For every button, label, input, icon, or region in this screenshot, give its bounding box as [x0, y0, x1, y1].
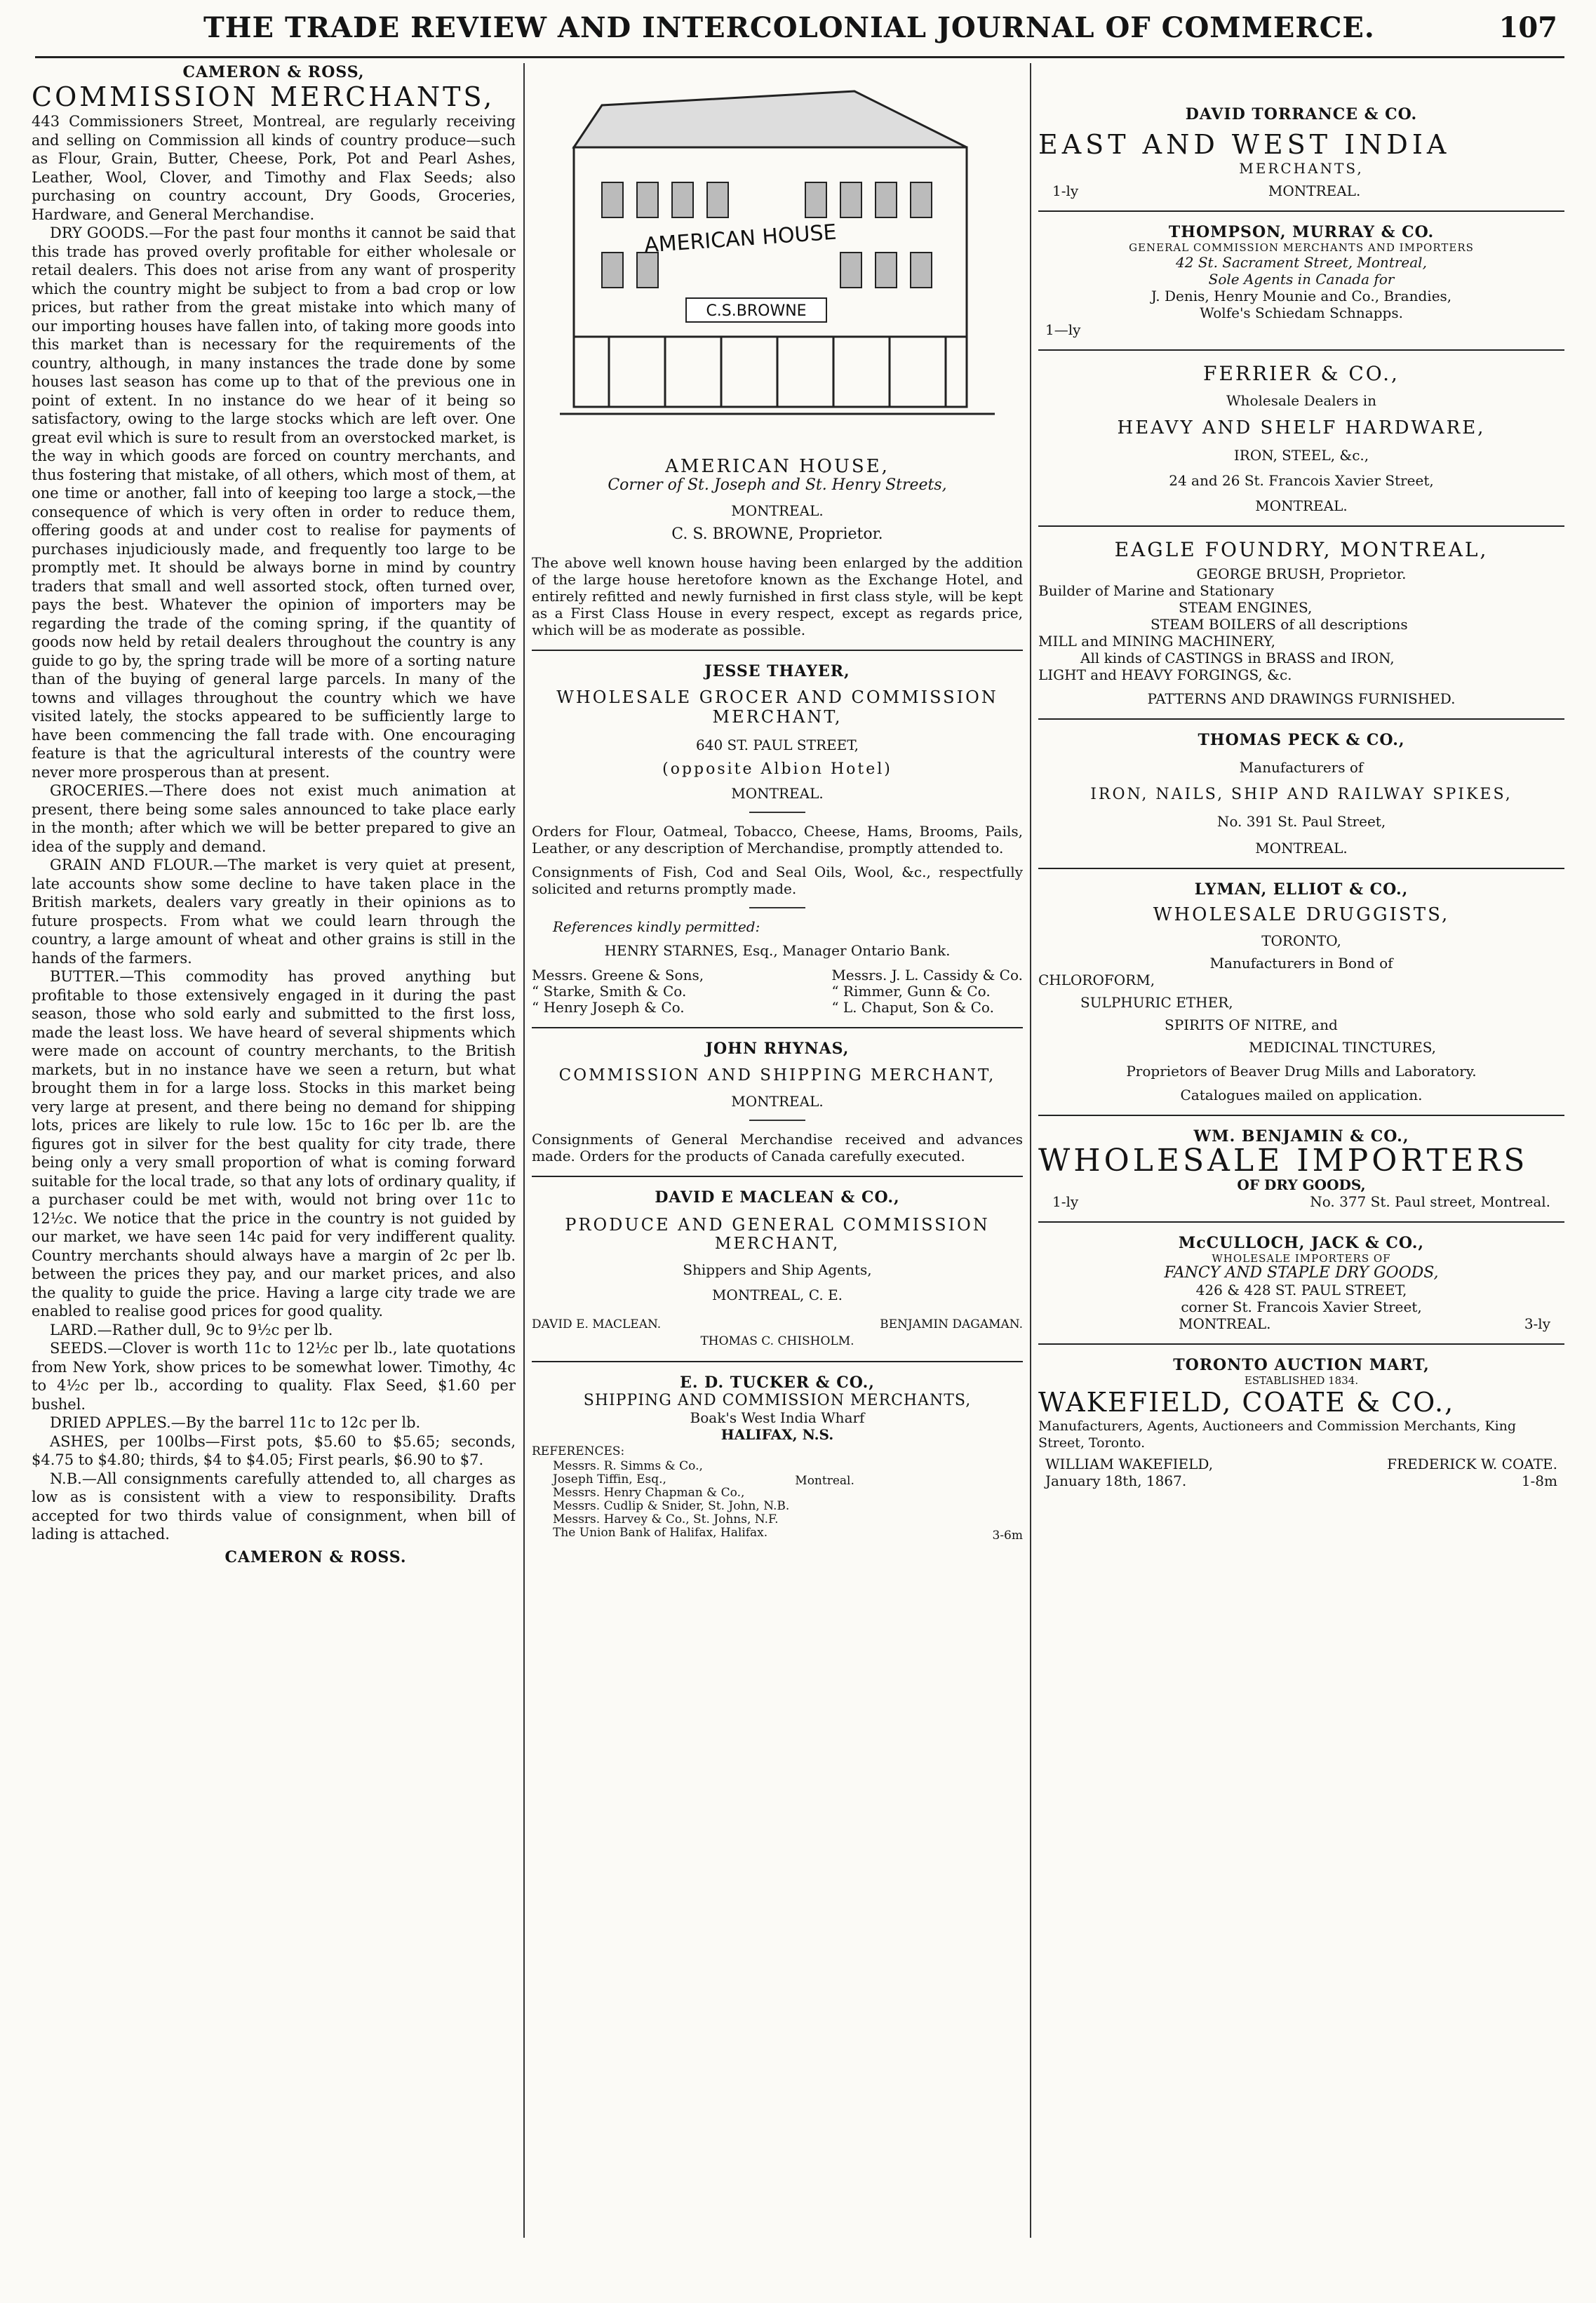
market-report — [32, 112, 516, 1544]
eagle-line: STEAM ENGINES, — [1179, 599, 1313, 616]
firm-name: LYMAN, ELLIOT & CO., — [1194, 880, 1409, 899]
report-paragraph: GRAIN AND FLOUR.—The market is very quiet at present, late accounts show some decline to have taken place in the British markets, dealers vary greatly in their opinions as to future prospects. From what we could learn through the country, a large amount of wheat and other grains is still in the hands of the farmers. — [32, 857, 516, 967]
insertion-code: 1-ly — [1052, 182, 1079, 199]
firm-line: SHIPPING AND COMMISSION MERCHANTS, — [583, 1392, 972, 1409]
reference: Joseph Tiffin, Esq., — [553, 1472, 666, 1486]
eagle-line: MILL and MINING MACHINERY, — [1038, 633, 1275, 650]
firm-line: Manufacturers in Bond of — [1209, 955, 1393, 972]
references-right — [831, 967, 1023, 1016]
ad-headline: WAKEFIELD, COATE & CO., — [1038, 1387, 1455, 1418]
column-three — [1038, 63, 1564, 2245]
firm-line: MERCHANT, — [712, 707, 843, 727]
firm-address: 24 and 26 St. Francois Xavier Street, — [1169, 472, 1434, 489]
firm-name: THOMPSON, MURRAY & CO. — [1168, 223, 1435, 241]
firm-street: 640 ST. PAUL STREET, — [696, 737, 859, 753]
divider — [1038, 210, 1564, 212]
firm-brands: Wolfe's Schiedam Schnapps. — [1200, 304, 1403, 321]
ad-footer — [1038, 1315, 1564, 1332]
ref-main: HENRY STARNES, Esq., Manager Ontario Bank. — [604, 942, 951, 959]
eagle-line: All kinds of CASTINGS in BRASS and IRON, — [1080, 650, 1395, 666]
firm-city: MONTREAL, C. E. — [711, 1287, 843, 1303]
insertion-code: 1—ly — [1045, 321, 1081, 338]
firm-line: COMMISSION AND SHIPPING MERCHANT, — [558, 1066, 996, 1085]
firm-text: Manufacturers, Agents, Auctioneers and Commission Merchants, King Street, Toronto. — [1038, 1418, 1517, 1451]
firm-established: ESTABLISHED 1834. — [1244, 1374, 1359, 1387]
product: MEDICINAL TINCTURES, — [1249, 1039, 1437, 1056]
hotel-address: Corner of St. Joseph and St. Henry Streets, — [608, 476, 947, 494]
firm-name: JESSE THAYER, — [704, 662, 850, 680]
firm-city: MONTREAL. — [731, 785, 824, 802]
ad-headline: WHOLESALE IMPORTERS — [1038, 1143, 1529, 1179]
firm-city: MONTREAL. — [1268, 182, 1361, 199]
ad-headline: COMMISSION MERCHANTS, — [32, 81, 495, 112]
insertion-code: 1-8m — [1521, 1472, 1557, 1489]
short-divider — [749, 907, 805, 908]
insertion-code: 3-6m — [992, 1529, 1023, 1543]
ad-sub: OF DRY GOODS, — [1237, 1176, 1366, 1193]
intro-paragraph: 443 Commissioners Street, Montreal, are regularly receiving and selling on Commission all kinds of country produce—such as Flour, Grain, Butter, Cheese, Pork, Pot and Pearl Ashes, Leather, Wool, Clover, and Timothy and Flax Seeds; also purchasing on country account, Dry Goods, Groceries, Hardware, and General Merchandise. — [32, 113, 516, 223]
divider — [1038, 1221, 1564, 1223]
short-divider — [749, 812, 805, 813]
reference: The Union Bank of Halifax, Halifax. — [553, 1526, 768, 1540]
firm-goods: FANCY AND STAPLE DRY GOODS, — [1164, 1264, 1439, 1282]
ad-headline: HEAVY AND SHELF HARDWARE, — [1117, 417, 1486, 438]
eagle-line: Builder of Marine and Stationary — [1038, 582, 1274, 599]
refs-intro: References kindly permitted: — [553, 918, 760, 935]
firm-city: MONTREAL. — [1255, 840, 1348, 857]
divider — [1038, 1115, 1564, 1116]
column-rule-right — [1030, 63, 1031, 2238]
firm-brands: J. Denis, Henry Mounie and Co., Brandies, — [1151, 288, 1452, 304]
firm-name: WM. BENJAMIN & CO., — [1193, 1127, 1409, 1146]
hotel-city: MONTREAL. — [731, 502, 824, 519]
ad-footer — [1038, 1193, 1564, 1210]
reference: Messrs. R. Simms & Co., — [553, 1459, 703, 1473]
partners — [1038, 1451, 1564, 1472]
firm-line: WHOLESALE GROCER AND COMMISSION — [556, 687, 998, 707]
firm-line: MERCHANT, — [714, 1235, 840, 1253]
firm-orders: Orders for Flour, Oatmeal, Tobacco, Cheese, Hams, Brooms, Pails, Leather, or any description of Merchandise, promptly attended to. — [532, 823, 1023, 857]
firm-consign: Consignments of Fish, Cod and Seal Oils, Wool, &c., respectfully solicited and returns promptly made. — [532, 864, 1023, 897]
firm-opposite: (opposite Albion Hotel) — [662, 760, 892, 778]
firm-agents: Sole Agents in Canada for — [1208, 271, 1395, 288]
firm-city: MONTREAL. — [1255, 497, 1348, 514]
divider — [1038, 718, 1564, 720]
reference: “ Starke, Smith & Co. — [532, 983, 687, 1000]
firm-name: DAVID E MACLEAN & CO., — [655, 1188, 900, 1207]
references — [532, 967, 1023, 1016]
divider — [532, 650, 1023, 651]
running-head — [35, 7, 1564, 58]
firm-city: HALIFAX, N.S. — [720, 1426, 834, 1443]
report-paragraph: DRY GOODS.—For the past four months it cannot be said that this trade has proved overly profitable for either wholesale or retail dealers. This does not arise from any want of prosperity which the country might be subject to from a bad crop or low prices, but rather from the great mistake into which many of our importing houses have fallen into, of taking more goods into this market than is necessary for the requirements of the country, although, in many instances the trade done by some houses last season has come up to that of the previous one in point of extent. In no instance do we hear of it being so satisfactory, owing to the large stocks which are left over. One great evil which is sure to result from an overstocked market, is the way in which goods are forced on country merchants, and thus fostering that mistake, of all others, which most of them, at one time or another, fall into of keeping too large a stock,—the consequence of which is very often in order to reduce them, offering goods at and under cost to realise for payments of purchases injudiciously made, and frequently too large to be promptly met. It should be always borne in mind by country traders that small and well assorted stock, often turned over, pays the best. Whatever the opinion of importers may be regarding the trade of the coming spring, if the quantity of goods now held by retail dealers throughout the country is any guide to go by, the spring trade will be more of a sorting nature than of the buying of general large parcels. In many of the towns and villages throughout the country which we have visited lately, the stocks appeared to be sufficiently large to have been commencing the fall trade with. One encouraging feature is that the agricultural interests of the country were never more prosperous than at present. — [32, 224, 516, 781]
signature: CAMERON & ROSS. — [224, 1547, 407, 1566]
product: SPIRITS OF NITRE, and — [1165, 1016, 1338, 1033]
firm-name: E. D. TUCKER & CO., — [680, 1374, 875, 1392]
insertion-code: 1-ly — [1052, 1193, 1079, 1210]
eagle-line: STEAM BOILERS of all descriptions — [1151, 616, 1408, 633]
reference: Messrs. Greene & Sons, — [532, 967, 704, 983]
firm-line: Wholesale Dealers in — [1226, 392, 1376, 409]
firm-address: 42 St. Sacrament Street, Montreal, — [1176, 254, 1427, 271]
eagle-line: LIGHT and HEAVY FORGINGS, &c. — [1038, 666, 1292, 683]
firm-street: 426 & 428 ST. PAUL STREET, — [1195, 1282, 1407, 1298]
hotel-engraving — [560, 63, 995, 442]
firm-name: DAVID TORRANCE & CO. — [1185, 105, 1418, 123]
firm-agents: Shippers and Ship Agents, — [683, 1261, 872, 1278]
ad-footer — [1038, 182, 1564, 199]
divider — [532, 1027, 1023, 1028]
ad-sub: MERCHANTS, — [1239, 160, 1364, 177]
hotel-name: AMERICAN HOUSE, — [665, 456, 890, 477]
column-two — [532, 63, 1023, 2245]
firm-props: Proprietors of Beaver Drug Mills and Laboratory. — [1126, 1063, 1477, 1080]
ad-footer — [1038, 1472, 1564, 1489]
report-paragraph: LARD.—Rather dull, 9c to 9½c per lb. — [50, 1321, 333, 1338]
partners — [532, 1316, 1023, 1333]
partner: THOMAS C. CHISHOLM. — [700, 1334, 854, 1348]
hotel-owner-sign: C.S.BROWNE — [706, 302, 807, 320]
firm-text: Consignments of General Merchandise received and advances made. Orders for the products of Canada carefully executed. — [532, 1131, 1023, 1164]
reference-city: Montreal. — [795, 1474, 854, 1488]
firm-city: TORONTO, — [1261, 932, 1341, 949]
reference: “ L. Chaput, Son & Co. — [831, 999, 994, 1016]
report-paragraph: DRIED APPLES.—By the barrel 11c to 12c per lb. — [50, 1414, 421, 1431]
firm-line: WHOLESALE IMPORTERS OF — [1212, 1252, 1391, 1265]
firm-address: No. 391 St. Paul Street, — [1216, 813, 1386, 830]
divider — [1038, 349, 1564, 351]
divider — [532, 1361, 1023, 1362]
ad-sub: IRON, STEEL, &c., — [1233, 447, 1369, 464]
firm-name: CAMERON & ROSS, — [182, 63, 365, 81]
firm-line: Manufacturers of — [1239, 759, 1364, 776]
firm-corner: corner St. Francois Xavier Street, — [1181, 1298, 1422, 1315]
report-paragraph: N.B.—All consignments carefully attended to, all charges as low as is consistent with a view to responsibility. Drafts accepted for two thirds value of consignment, when bill of lading is attached. — [32, 1470, 516, 1543]
references-left — [532, 967, 704, 1016]
column-one — [32, 63, 516, 2245]
ad-headline: EAST AND WEST INDIA — [1038, 129, 1451, 160]
partner: WILLIAM WAKEFIELD, — [1045, 1456, 1214, 1472]
firm-line: GENERAL COMMISSION MERCHANTS AND IMPORTERS — [1129, 241, 1474, 254]
eagle-line: PATTERNS AND DRAWINGS FURNISHED. — [1147, 690, 1456, 707]
reference: Messrs. Harvey & Co., St. Johns, N.F. — [553, 1512, 779, 1526]
divider — [1038, 525, 1564, 527]
firm-city: MONTREAL. — [1179, 1315, 1271, 1332]
product: CHLOROFORM, — [1038, 972, 1155, 988]
firm-name: TORONTO AUCTION MART, — [1173, 1356, 1430, 1374]
report-paragraph: ASHES, per 100lbs—First pots, $5.60 to $5.65; seconds, $4.75 to $4.80; thirds, $4 to $4.05; First pearls, $6.90 to $7. — [32, 1432, 516, 1468]
hotel-sign: AMERICAN HOUSE — [643, 220, 838, 258]
journal-title: THE TRADE REVIEW AND INTERCOLONIAL JOURNAL OF COMMERCE. — [203, 11, 1375, 44]
page-number: 107 — [1498, 11, 1557, 44]
hotel-text: The above well known house having been enlarged by the addition of the large house heretofore known as the Exchange Hotel, and entirely refitted and newly furnished in first class style, will be kept as a First Class House in every respect, except as regards price, which will be as moderate as possible. — [532, 554, 1023, 638]
firm-name: FERRIER & CO., — [1203, 362, 1400, 385]
ad-headline: WHOLESALE DRUGGISTS, — [1153, 904, 1450, 925]
reference: Messrs. J. L. Cassidy & Co. — [831, 967, 1023, 983]
firm-name: JOHN RHYNAS, — [705, 1040, 850, 1058]
report-paragraph: GROCERIES.—There does not exist much animation at present, there being some sales announced to take place early in the month; after which we will be better prepared to give an idea of the supply and demand. — [32, 782, 516, 855]
product: SULPHURIC ETHER, — [1080, 994, 1233, 1011]
divider — [1038, 868, 1564, 869]
refs-label: REFERENCES: — [532, 1444, 625, 1458]
firm-wharf: Boak's West India Wharf — [690, 1409, 865, 1426]
ad-headline: EAGLE FOUNDRY, MONTREAL, — [1114, 538, 1489, 561]
ad-headline: IRON, NAILS, SHIP AND RAILWAY SPIKES, — [1090, 786, 1513, 803]
partner: FREDERICK W. COATE. — [1387, 1456, 1557, 1472]
partner: DAVID E. MACLEAN. — [532, 1317, 662, 1331]
firm-address: No. 377 St. Paul street, Montreal. — [1310, 1193, 1550, 1210]
reference: “ Henry Joseph & Co. — [532, 999, 685, 1016]
firm-line: PRODUCE AND GENERAL COMMISSION — [565, 1215, 990, 1235]
reference: Messrs. Cudlip & Snider, St. John, N.B. — [553, 1499, 790, 1513]
divider — [532, 1176, 1023, 1177]
reference: Messrs. Henry Chapman & Co., — [553, 1486, 745, 1500]
hotel-proprietor: C. S. BROWNE, Proprietor. — [671, 525, 883, 543]
references — [532, 1460, 1023, 1543]
firm-name: McCULLOCH, JACK & CO., — [1178, 1234, 1425, 1252]
column-rule-left — [523, 63, 525, 2238]
firm-city: MONTREAL. — [731, 1093, 824, 1110]
firm-catalogue: Catalogues mailed on application. — [1180, 1087, 1423, 1103]
partner: BENJAMIN DAGAMAN. — [880, 1317, 1023, 1331]
report-paragraph: SEEDS.—Clover is worth 11c to 12½c per lb., late quotations from New York, show prices to be somewhat lower. Timothy, 4c to 4½c per lb., according to quality. Flax Seed, $1.60 per bushel. — [32, 1340, 516, 1413]
reference: “ Rimmer, Gunn & Co. — [831, 983, 991, 1000]
firm-name: THOMAS PECK & CO., — [1198, 731, 1405, 749]
insertion-code: 3-ly — [1524, 1315, 1550, 1332]
short-divider — [749, 1120, 805, 1121]
firm-proprietor: GEORGE BRUSH, Proprietor. — [1196, 565, 1407, 582]
report-paragraph: BUTTER.—This commodity has proved anything but profitable to those extensively engaged in it during the past season, those who sold early and submitted to the first loss, made the least loss. We have heard of several shipments which were made on account of country merchants, to the British markets, but in no instance have we seen a return, but what brought them in for a large loss. Stocks in this market being very large at present, and there being no demand for shipping lots, prices are likely to rule low. 15c to 16c per lb. are the figures got in silver for the best quality for city trade, there being only a very small proportion of what is coming forward suitable for the local trade, so that any lots of ordinary quality, if a purchaser could be met with, would not bring over 11c to 12½c. We notice that the price in the country is not guided by our market, we have seen 14c paid for very indifferent quality. Country merchants should always have a margin of 2c per lb. between the prices they pay, and our market prices, and also the quality to guide the price. Having a large city trade we are enabled to realise good prices for good quality. — [32, 968, 516, 1320]
reference-list — [532, 1460, 789, 1540]
ad-date: January 18th, 1867. — [1045, 1472, 1187, 1489]
divider — [1038, 1343, 1564, 1345]
